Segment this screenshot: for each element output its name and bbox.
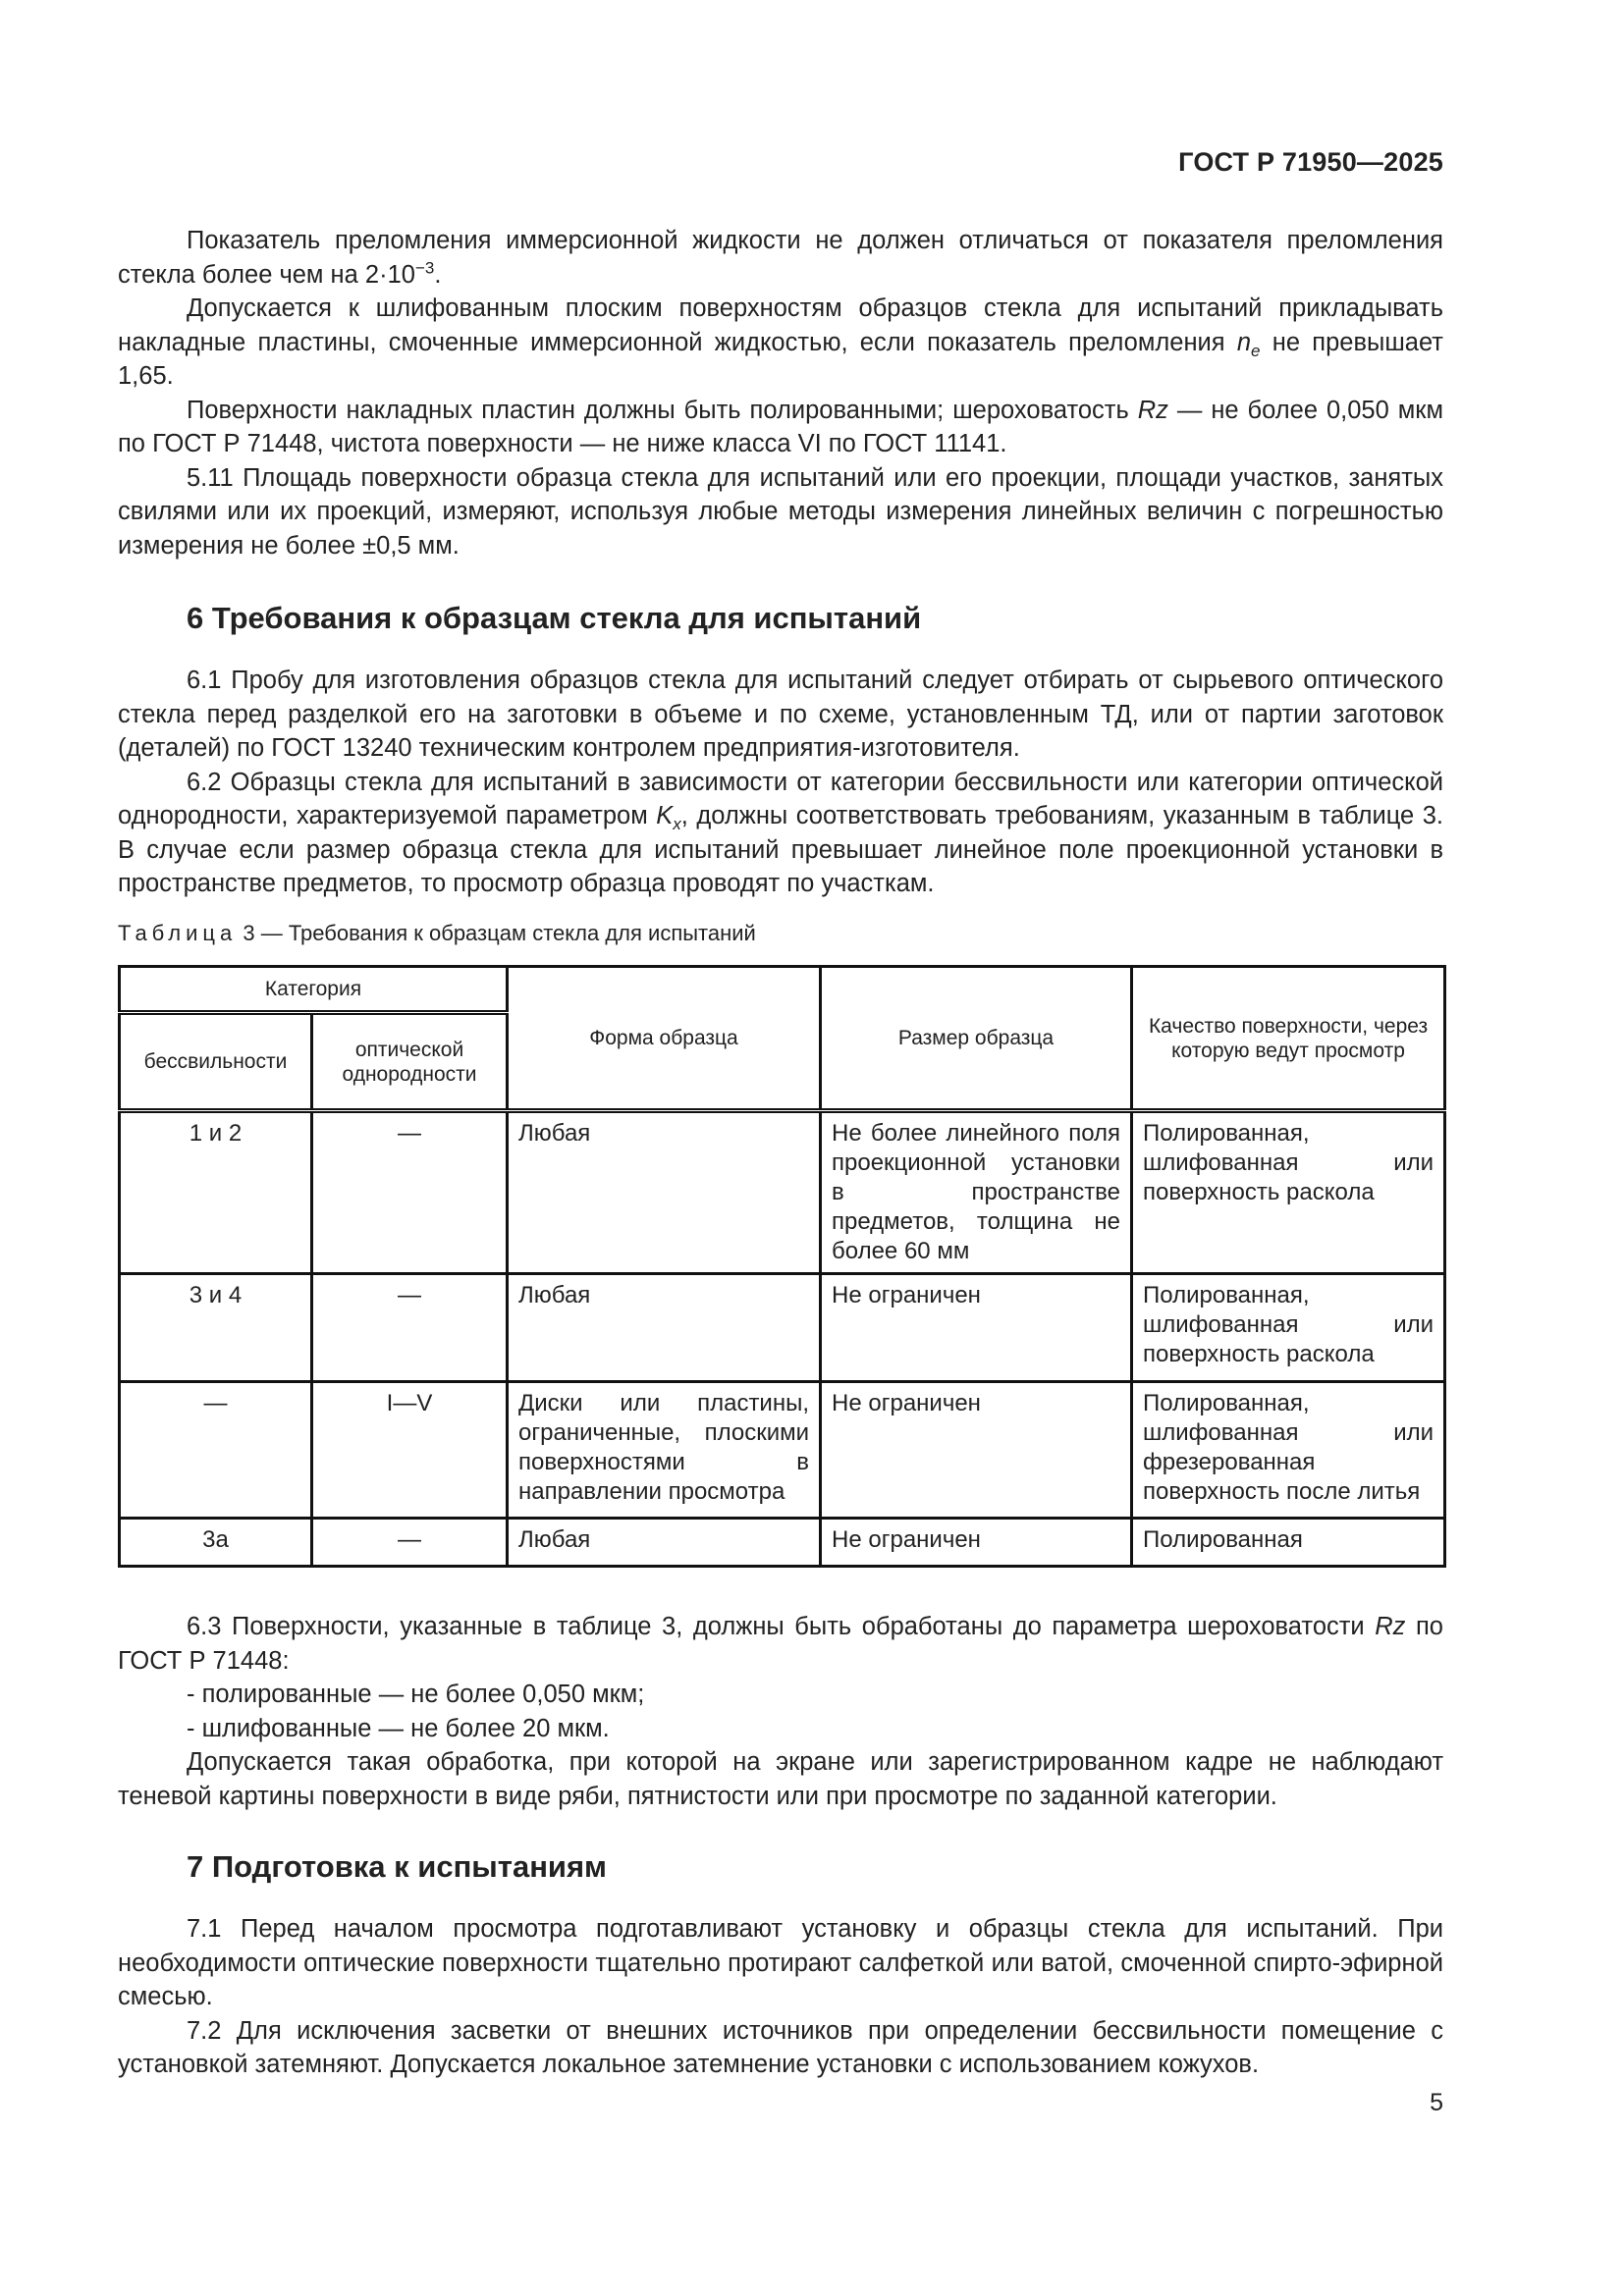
paragraph-immersion-index	[118, 224, 1443, 292]
paragraph-6-3	[118, 1610, 1443, 1678]
cell-shape: Любая	[508, 1274, 821, 1382]
cell-surface: Полированная, шлифованная или поверхность раскола	[1132, 1111, 1445, 1274]
text: 6.3 Поверхности, указанные в таблице 3, должны быть обработаны до параметра шероховатости	[187, 1613, 1376, 1640]
cell-striae: 3 и 4	[120, 1274, 312, 1382]
cell-homogeneity: —	[312, 1519, 508, 1567]
header-shape: Форма образца	[508, 967, 821, 1111]
text: Допускается к шлифованным плоским поверхностям образцов стекла для испытаний прикладывать накладные пластины, смоченные иммерсионной жидкостью, если показатель преломления	[118, 294, 1443, 356]
header-surface: Качество поверхности, через которую ведут просмотр	[1132, 967, 1445, 1111]
paragraph-5-11: 5.11 Площадь поверхности образца стекла для испытаний или его проекции, площади участков, занятых свилями или их проекций, измеряют, используя любые методы измерения линейных величин с погрешностью измерения не более ±0,5 мм.	[118, 463, 1443, 560]
paragraph-plate-surface	[118, 394, 1443, 461]
text: не превышает 1,65.	[118, 328, 1443, 390]
text: Показатель преломления иммерсионной жидкости не должен отличаться от показателя преломления стекла более чем на 2·10	[118, 227, 1443, 289]
caption-label: Таблица	[118, 921, 238, 945]
cell-homogeneity: —	[312, 1111, 508, 1274]
list-item-polished: - полированные — не более 0,050 мкм;	[187, 1681, 645, 1708]
table-row	[120, 1274, 1445, 1382]
paragraph-6-2	[118, 766, 1443, 901]
table-row	[120, 1519, 1445, 1567]
header-homogeneity: оптической однородности	[312, 1013, 508, 1111]
text: , должны соответствовать требованиям, указанным в таблице 3. В случае если размер образца стекла для испытаний превышает линейное поле проекционной установки в пространстве предметов, то просмотр образца проводят по участкам.	[118, 802, 1443, 897]
cell-shape: Любая	[508, 1519, 821, 1567]
cell-size: Не ограничен	[821, 1519, 1132, 1567]
cell-striae: —	[120, 1382, 312, 1519]
text: Поверхности накладных пластин должны быть полированными; шероховатость	[187, 396, 1138, 424]
cell-homogeneity: I—V	[312, 1382, 508, 1519]
paragraph-7-2: 7.2 Для исключения засветки от внешних источников при определении бессвильности помещение с установкой затемняют. Допускается локальное затемнение установки с использованием кожухов.	[118, 2016, 1443, 2078]
cell-shape: Любая	[508, 1111, 821, 1274]
paragraph-7-1: 7.1 Перед началом просмотра подготавливают установку и образцы стекла для испытаний. При необходимости оптические поверхности тщательно протирают салфеткой или ватой, смоченной спирто-эфирной смесью.	[118, 1915, 1443, 2010]
header-striae: бессвильности	[120, 1013, 312, 1111]
variable: Rz	[1137, 396, 1168, 424]
text: по ГОСТ Р 71448:	[118, 1613, 1443, 1675]
cell-surface: Полированная, шлифованная или фрезерованная поверхность после литья	[1132, 1382, 1445, 1519]
paragraph-processing-allowed: Допускается такая обработка, при которой на экране или зарегистрированном кадре не наблюдают теневой картины поверхности в виде ряби, пятнистости или при просмотре по заданной категории.	[118, 1748, 1443, 1810]
cell-surface: Полированная, шлифованная или поверхность раскола	[1132, 1274, 1445, 1382]
cell-surface: Полированная	[1132, 1519, 1445, 1567]
superscript: −3	[414, 258, 435, 277]
cell-striae: 1 и 2	[120, 1111, 312, 1274]
paragraph-overlay-plates	[118, 292, 1443, 394]
cell-shape: Диски или пластины, ограниченные, плоскими поверхностями в направлении просмотра	[508, 1382, 821, 1519]
after-table-block	[118, 1610, 1443, 1813]
text: .	[434, 260, 442, 289]
cell-homogeneity: —	[312, 1274, 508, 1382]
variable: Rz	[1375, 1613, 1406, 1640]
variable: K	[656, 802, 674, 829]
cell-size: Не ограничен	[821, 1382, 1132, 1519]
cell-size: Не более линейного поля проекционной установки в пространстве предметов, толщина не более 60 мм	[821, 1111, 1132, 1274]
text: 6.2 Образцы стекла для испытаний в зависимости от категории бессвильности или категории оптической однородности, характеризуемой параметром	[118, 768, 1443, 829]
header-size: Размер образца	[821, 967, 1132, 1111]
variable: n	[1236, 328, 1252, 356]
list-item-ground: - шлифованные — не более 20 мкм.	[187, 1714, 610, 1742]
section-6-heading: 6 Требования к образцам стекла для испытаний	[187, 601, 922, 635]
header-category: Категория	[120, 967, 508, 1013]
table-row	[120, 1111, 1445, 1274]
page-number: 5	[1430, 2089, 1443, 2116]
section-7-body	[118, 1912, 1443, 2082]
document-id-header: ГОСТ Р 71950—2025	[1178, 147, 1443, 177]
caption-title: 3 — Требования к образцам стекла для испытаний	[243, 921, 756, 945]
text: — не более 0,050 мкм по ГОСТ Р 71448, чистота поверхности — не ниже класса VI по ГОСТ 11141.	[118, 396, 1443, 457]
cell-size: Не ограничен	[821, 1274, 1132, 1382]
section-7-heading: 7 Подготовка к испытаниям	[187, 1849, 607, 1884]
table-3-caption	[118, 921, 756, 946]
subscript: x	[673, 815, 681, 834]
table-3	[118, 965, 1446, 1568]
intro-block	[118, 224, 1443, 562]
paragraph-6-1: 6.1 Пробу для изготовления образцов стекла для испытаний следует отбирать от сырьевого оптического стекла перед разделкой его на заготовки в объеме и по схеме, установленным ТД, или от партии заготовок (деталей) по ГОСТ 13240 техническим контролем предприятия-изготовителя.	[118, 667, 1443, 762]
subscript: e	[1251, 341, 1261, 360]
section-6-body	[118, 664, 1443, 901]
cell-striae: 3а	[120, 1519, 312, 1567]
table-row	[120, 1382, 1445, 1519]
